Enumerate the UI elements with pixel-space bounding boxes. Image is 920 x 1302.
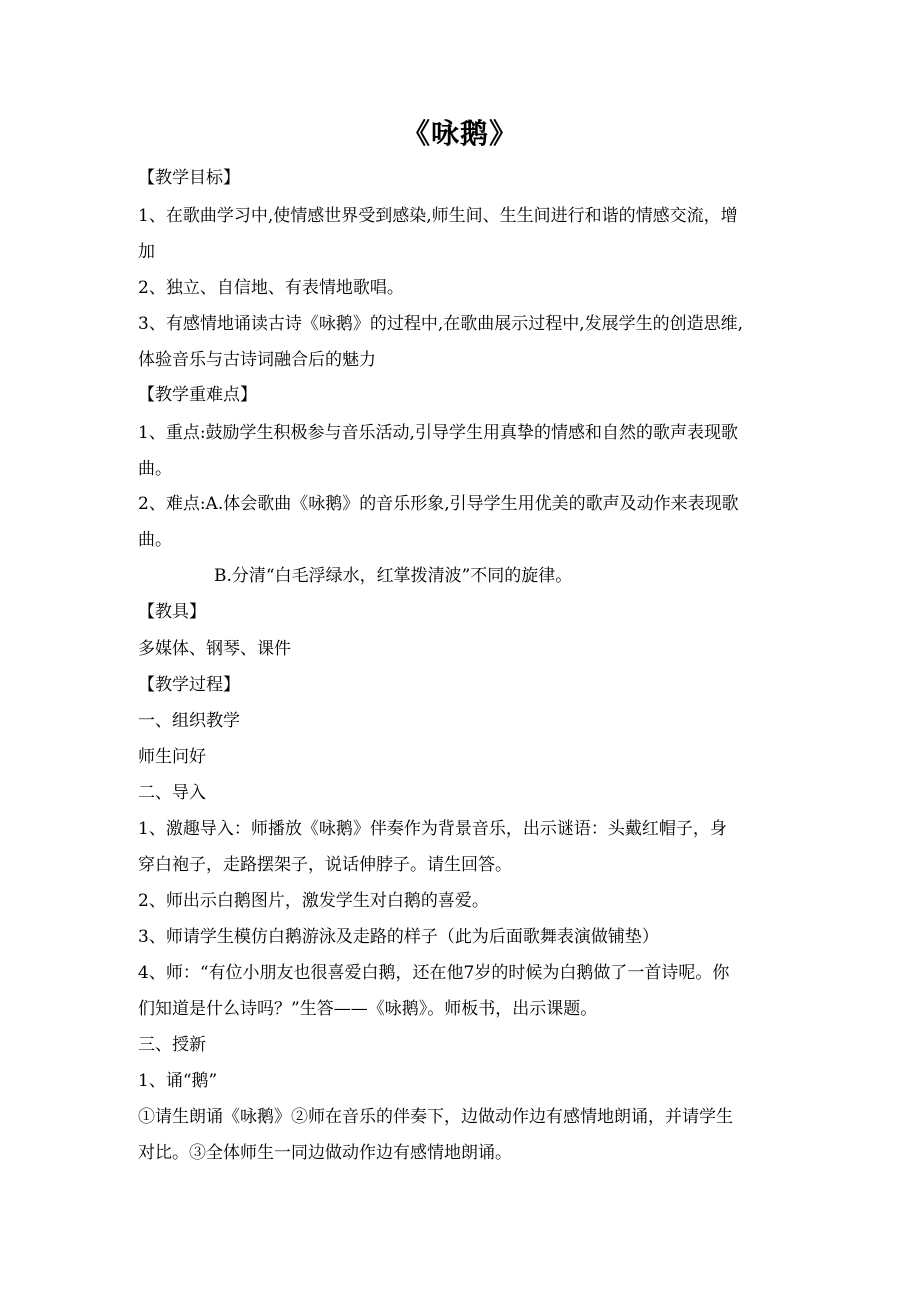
paragraph-line: 2、独立、自信地、有表情地歌唱。: [138, 278, 404, 298]
paragraph-line: 曲。: [138, 459, 172, 479]
paragraph-line-indented: B.分清“白毛浮绿水，红掌拨清波”不同的旋律。: [214, 566, 573, 586]
paragraph-line: 1、重点:鼓励学生积极参与音乐活动,引导学生用真挚的情感和自然的歌声表现歌: [138, 423, 738, 443]
section-heading-key-points: 【教学重难点】: [138, 385, 257, 405]
paragraph-line: 对比。③全体师生一同边做动作边有感情地朗诵。: [138, 1143, 512, 1163]
paragraph-line: 多媒体、钢琴、课件: [138, 639, 291, 659]
document-title: 《咏鹅》: [401, 117, 518, 150]
paragraph-line: 4、师：“有位小朋友也很喜爱白鹅，还在他7岁的时候为白鹅做了一首诗呢。你: [138, 963, 730, 983]
paragraph-line: 师生问好: [138, 747, 206, 767]
paragraph-line: 3、师请学生模仿白鹅游泳及走路的样子（此为后面歌舞表演做铺垫）: [138, 927, 659, 947]
paragraph-line: 2、师出示白鹅图片，激发学生对白鹅的喜爱。: [138, 891, 489, 911]
paragraph-line: 一、组织教学: [138, 711, 240, 731]
paragraph-line: 2、难点:A.体会歌曲《咏鹅》的音乐形象,引导学生用优美的歌声及动作来表现歌: [138, 494, 739, 514]
paragraph-line: ①请生朗诵《咏鹅》②师在音乐的伴奏下，边做动作边有感情地朗诵，并请学生: [138, 1107, 733, 1127]
paragraph-line: 1、在歌曲学习中,使情感世界受到感染,师生间、生生间进行和谐的情感交流，增: [138, 206, 738, 226]
paragraph-line: 穿白袍子，走路摆架子，说话伸脖子。请生回答。: [138, 855, 512, 875]
paragraph-line: 1、激趣导入：师播放《咏鹅》伴奏作为背景音乐，出示谜语：头戴红帽子，身: [138, 819, 727, 839]
section-heading-objectives: 【教学目标】: [138, 168, 240, 188]
paragraph-line: 加: [138, 242, 155, 262]
paragraph-line: 二、导入: [138, 783, 206, 803]
paragraph-line: 1、诵“鹅”: [138, 1071, 218, 1091]
paragraph-line: 三、授新: [138, 1035, 206, 1055]
paragraph-line: 3、有感情地诵读古诗《咏鹅》的过程中,在歌曲展示过程中,发展学生的创造思维,: [138, 314, 744, 334]
paragraph-line: 体验音乐与古诗词融合后的魅力: [138, 350, 376, 370]
paragraph-line: 曲。: [138, 530, 172, 550]
section-heading-process: 【教学过程】: [138, 675, 240, 695]
section-heading-materials: 【教具】: [138, 602, 206, 622]
paragraph-line: 们知道是什么诗吗？”生答——《咏鹅》。师板书，出示课题。: [138, 999, 598, 1019]
